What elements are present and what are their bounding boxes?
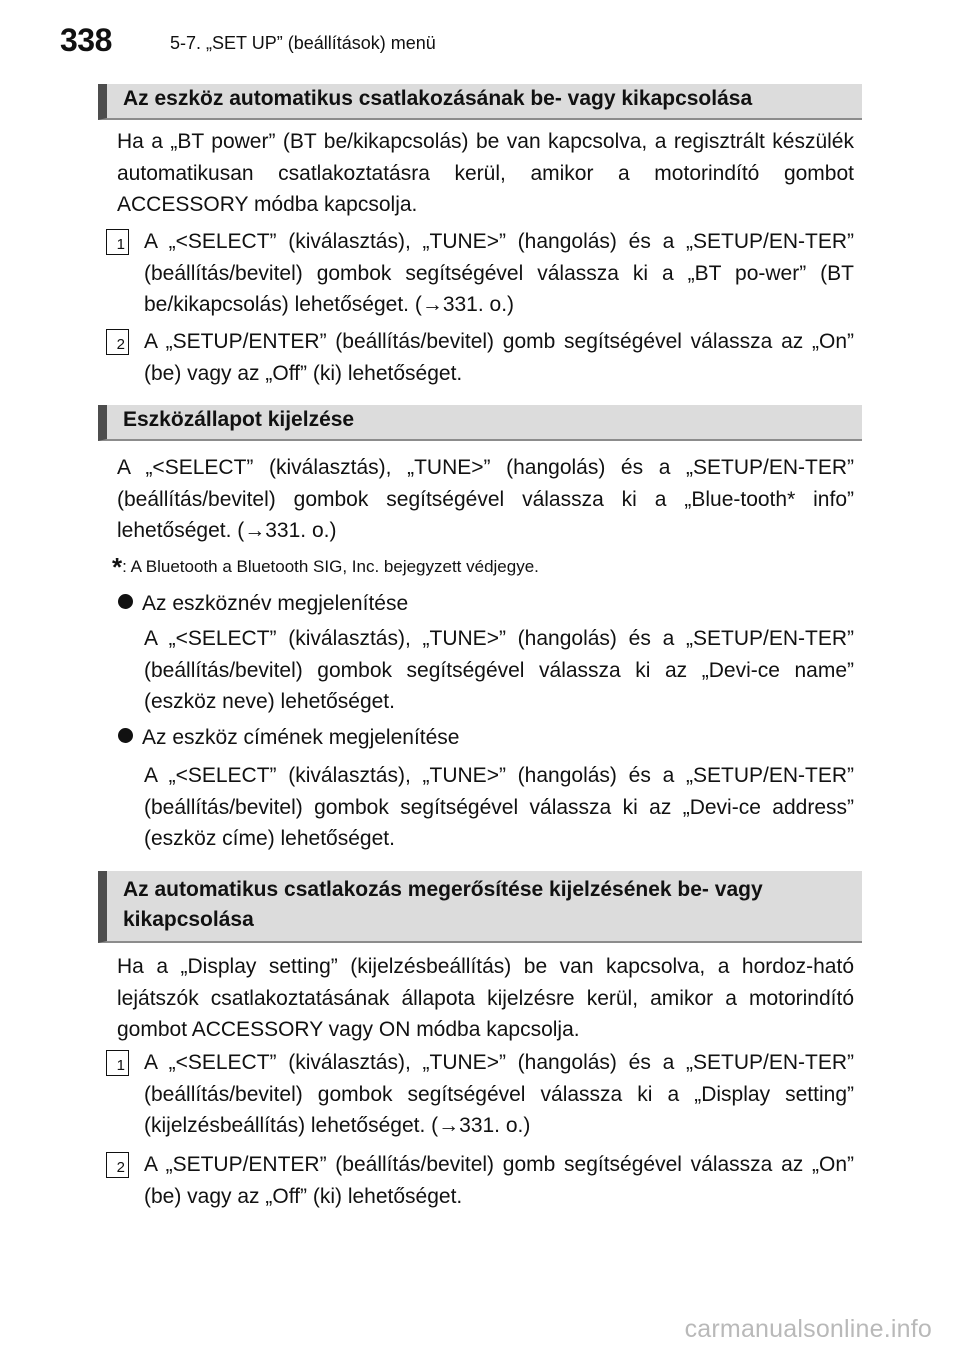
running-header: 5-7. „SET UP” (beállítások) menü	[170, 33, 436, 53]
watermark: carmanualsonline.info	[684, 1315, 932, 1343]
footnote-mark: *	[112, 552, 123, 582]
step-text: A „SETUP/ENTER” (beállítás/bevitel) gomb segítségével válassza az „On” (be) vagy az „Off” (ki) lehetőséget.	[144, 330, 854, 385]
section-heading-confirmation-display: Az automatikus csatlakozás megerősítése kijelzésének be- vagy kikapcsolása	[98, 871, 862, 943]
bullet-title: Az eszköz címének megjelenítése	[142, 726, 460, 749]
section-heading-auto-connect: Az eszköz automatikus csatlakozásának be- vagy kikapcsolása	[98, 84, 862, 120]
bullet-device-name-text: A „<SELECT” (kiválasztás), „TUNE>” (hangolás) és a „SETUP/EN-TER” (beállítás/bevitel) gombok segítségével válassza ki az „Devi-ce name” (eszköz neve) lehetőséget.	[144, 627, 854, 713]
section3-intro: Ha a „Display setting” (kijelzésbeállítás) be van kapcsolva, a hordoz-ható lejátszók csatlakoztatásának állapota kijelzésre kerül, amikor a motorindító gombot ACCESSORY vagy ON módba kapcsolja.	[117, 955, 854, 1041]
step-text: A „<SELECT” (kiválasztás), „TUNE>” (hangolás) és a „SETUP/EN-TER” (beállítás/bevitel) gombok segítségével válassza ki a „Display setting” (kijelzésbeállítás) lehetőséget. (→331. o.)	[144, 1051, 854, 1137]
section-heading-device-status: Eszközállapot kijelzése	[98, 405, 862, 441]
bullet-icon	[118, 594, 133, 609]
bullet-icon	[118, 728, 133, 743]
section2-intro: A „<SELECT” (kiválasztás), „TUNE>” (hangolás) és a „SETUP/EN-TER” (beállítás/bevitel) gombok segítségével válassza ki a „Blue-tooth* info” lehetőséget. (→331. o.)	[117, 456, 854, 542]
step-number-badge: 2	[106, 329, 129, 355]
bullet-device-name	[118, 588, 408, 620]
trademark-footnote	[112, 548, 539, 582]
bullet-device-address	[118, 722, 459, 754]
footnote-text: : A Bluetooth a Bluetooth SIG, Inc. bejegyzett védjegye.	[122, 557, 539, 576]
step-number-badge: 2	[106, 1152, 129, 1178]
step-text: A „SETUP/ENTER” (beállítás/bevitel) gomb segítségével válassza az „On” (be) vagy az „Off” (ki) lehetőséget.	[144, 1153, 854, 1208]
bullet-device-address-text: A „<SELECT” (kiválasztás), „TUNE>” (hangolás) és a „SETUP/EN-TER” (beállítás/bevitel) gombok segítségével válassza ki az „Devi-ce address” (eszköz címe) lehetőséget.	[144, 764, 854, 850]
step-number-badge: 1	[106, 1050, 129, 1076]
section1-intro: Ha a „BT power” (BT be/kikapcsolás) be van kapcsolva, a regisztrált készülék automatikusan csatlakoztatásra kerül, amikor a motorindító gombot ACCESSORY módba kapcsolja.	[117, 130, 854, 216]
step-text: A „<SELECT” (kiválasztás), „TUNE>” (hangolás) és a „SETUP/EN-TER” (beállítás/bevitel) gombok segítségével válassza ki a „BT po-wer” (BT be/kikapcsolás) lehetőséget. (→331. o.)	[144, 230, 854, 316]
bullet-title: Az eszköznév megjelenítése	[142, 592, 409, 615]
page-number: 338	[60, 22, 112, 58]
step-number-badge: 1	[106, 229, 129, 255]
